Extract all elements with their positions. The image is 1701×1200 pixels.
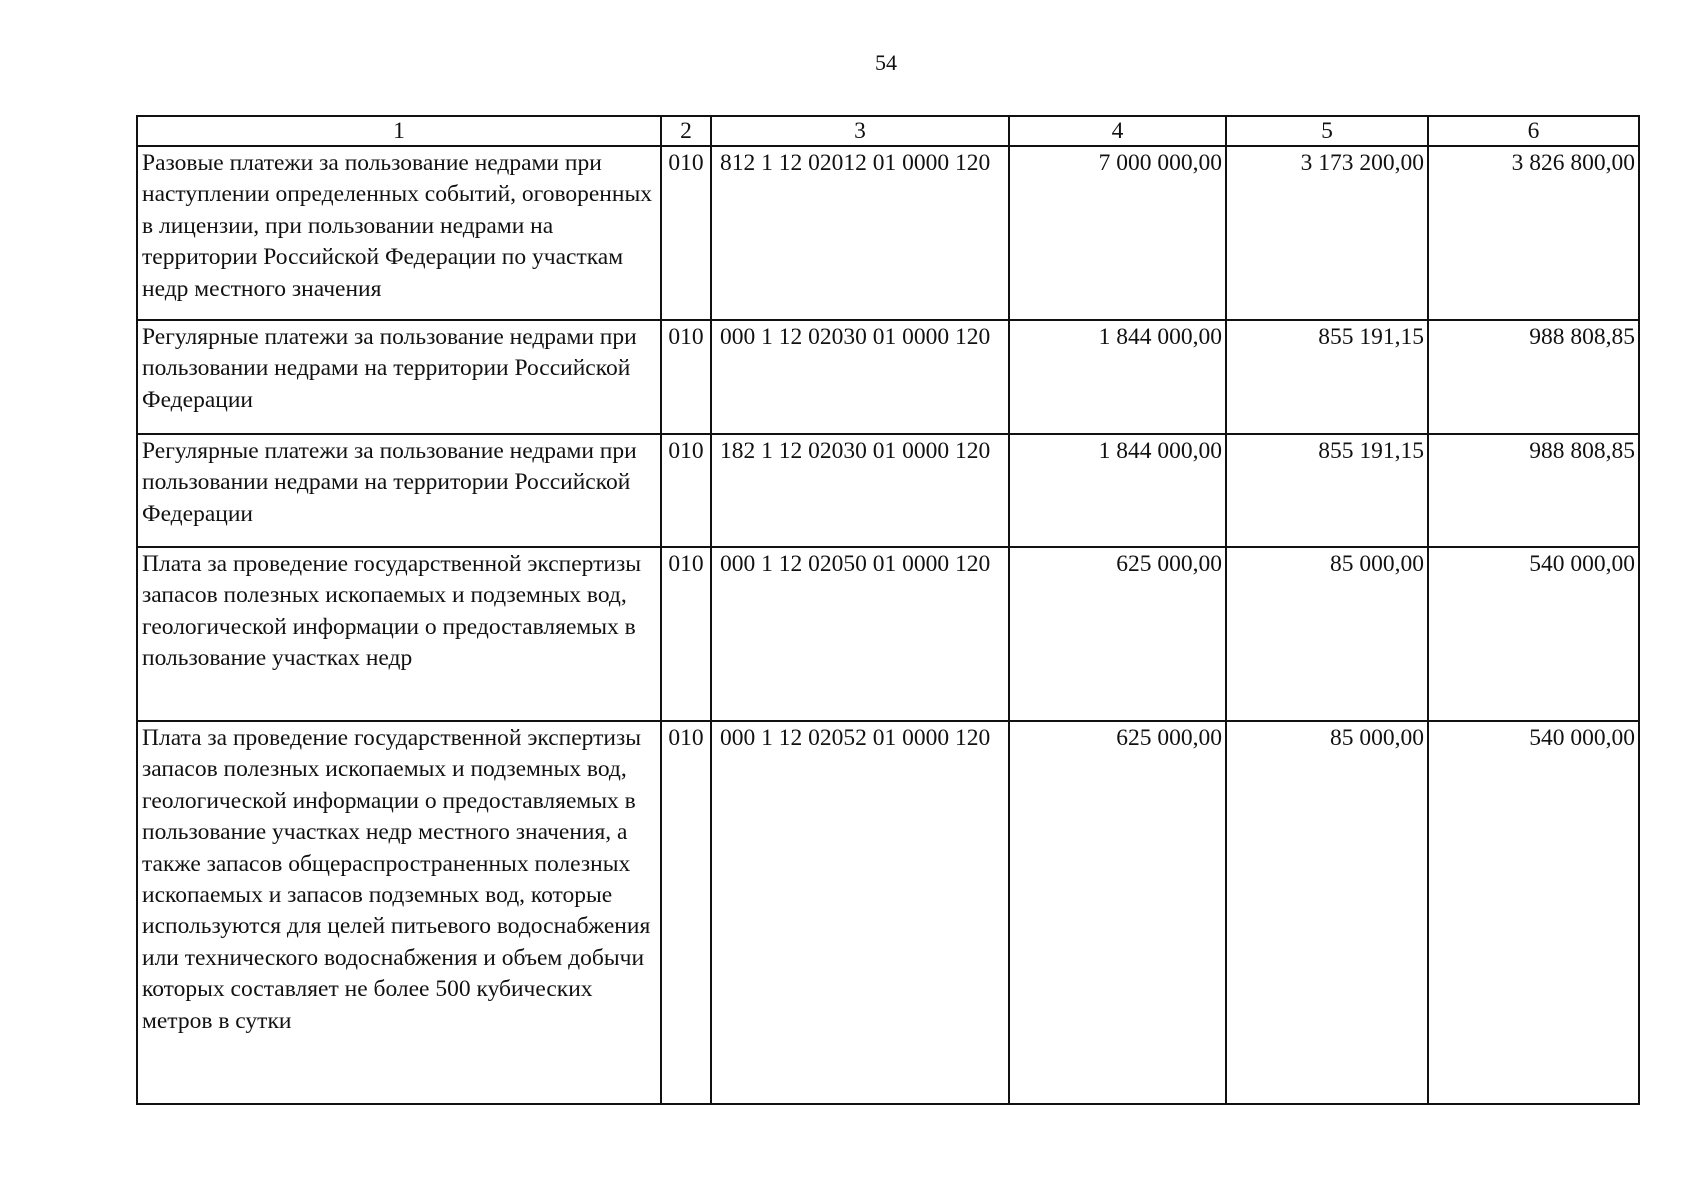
approved-amount-cell: 625 000,00 [1009,547,1226,721]
column-number-6: 6 [1428,116,1639,146]
table-row [137,320,1639,434]
executed-amount-cell: 855 191,15 [1226,320,1428,434]
line-code-cell: 010 [661,721,711,1104]
approved-amount-cell: 1 844 000,00 [1009,434,1226,547]
column-number-row [137,116,1639,146]
budget-revenue-table [136,115,1640,1105]
revenue-name-cell: Регулярные платежи за пользование недрами при пользовании недрами на территории Российской Федерации [137,434,661,547]
table-row [137,434,1639,547]
line-code-cell: 010 [661,547,711,721]
table-row [137,721,1639,1104]
column-number-1: 1 [137,116,661,146]
approved-amount-cell: 1 844 000,00 [1009,320,1226,434]
revenue-name-cell: Разовые платежи за пользование недрами при наступлении определенных событий, оговоренных в лицензии, при пользовании недрами на территории Российской Федерации по участкам недр местного значения [137,146,661,320]
executed-amount-cell: 85 000,00 [1226,547,1428,721]
revenue-name-cell: Регулярные платежи за пользование недрами при пользовании недрами на территории Российской Федерации [137,320,661,434]
unexecuted-amount-cell: 540 000,00 [1428,547,1639,721]
unexecuted-amount-cell: 540 000,00 [1428,721,1639,1104]
budget-classification-code-cell: 000 1 12 02030 01 0000 120 [711,320,1009,434]
budget-classification-code-cell: 182 1 12 02030 01 0000 120 [711,434,1009,547]
line-code-cell: 010 [661,434,711,547]
table-row [137,547,1639,721]
column-number-4: 4 [1009,116,1226,146]
budget-classification-code-cell: 000 1 12 02052 01 0000 120 [711,721,1009,1104]
column-number-2: 2 [661,116,711,146]
line-code-cell: 010 [661,320,711,434]
line-code-cell: 010 [661,146,711,320]
approved-amount-cell: 7 000 000,00 [1009,146,1226,320]
column-number-5: 5 [1226,116,1428,146]
executed-amount-cell: 855 191,15 [1226,434,1428,547]
executed-amount-cell: 85 000,00 [1226,721,1428,1104]
unexecuted-amount-cell: 988 808,85 [1428,320,1639,434]
budget-classification-code-cell: 000 1 12 02050 01 0000 120 [711,547,1009,721]
executed-amount-cell: 3 173 200,00 [1226,146,1428,320]
revenue-name-cell: Плата за проведение государственной экспертизы запасов полезных ископаемых и подземных вод, геологической информации о предоставляемых в пользование участках недр местного значения, а также запасов общераспространенных полезных ископаемых и запасов подземных вод, которые используются для целей питьевого водоснабжения или технического водоснабжения и объем добычи которых составляет не более 500 кубических метров в сутки [137,721,661,1104]
revenue-name-cell: Плата за проведение государственной экспертизы запасов полезных ископаемых и подземных вод, геологической информации о предоставляемых в пользование участках недр [137,547,661,721]
column-number-3: 3 [711,116,1009,146]
approved-amount-cell: 625 000,00 [1009,721,1226,1104]
page-number: 54 [875,50,897,75]
budget-classification-code-cell: 812 1 12 02012 01 0000 120 [711,146,1009,320]
table-row [137,146,1639,320]
unexecuted-amount-cell: 3 826 800,00 [1428,146,1639,320]
unexecuted-amount-cell: 988 808,85 [1428,434,1639,547]
